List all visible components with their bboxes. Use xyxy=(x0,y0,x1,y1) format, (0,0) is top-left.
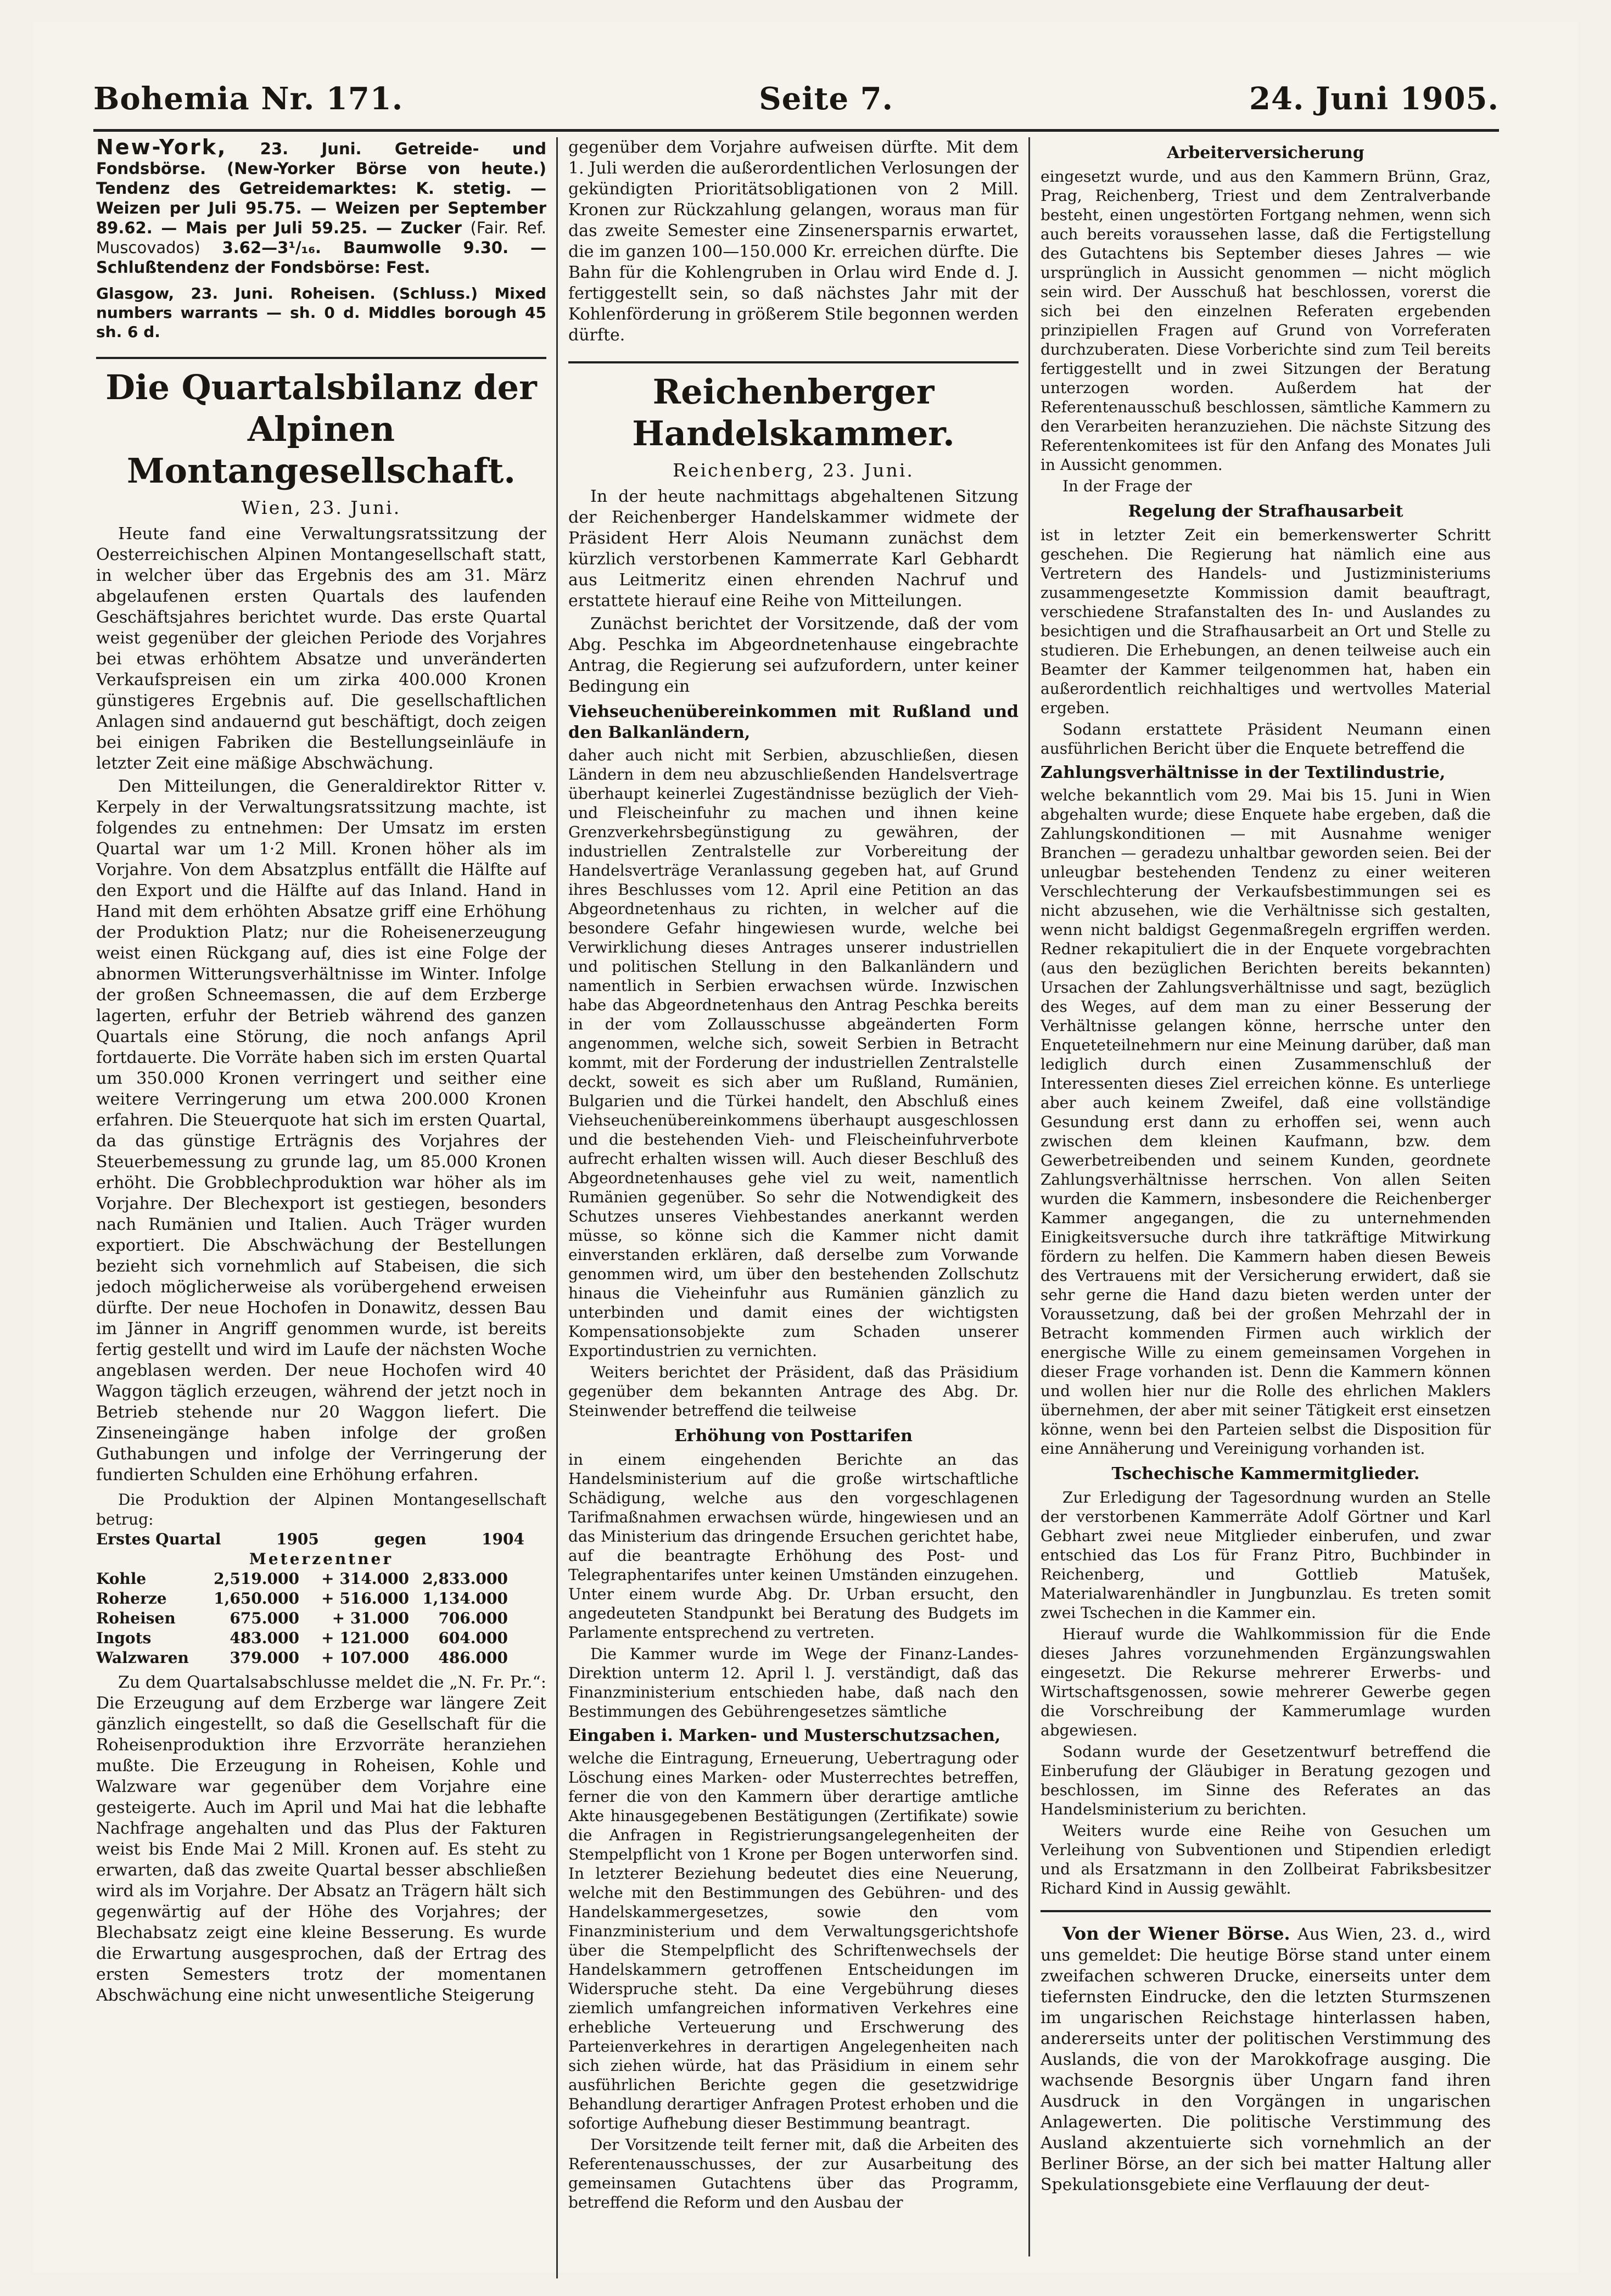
table-row xyxy=(96,1609,546,1628)
article-paragraph: Zu dem Quartalsabschlusse meldet die „N. Fr. Pr.“: Die Erzeugung auf dem Erzberge war längere Zeit gänzlich eingestellt, so daß die Gesellschaft für die Roheisenproduktion ihre Erzvorräte heranziehen mußte. Die Erzeugung in Roheisen, Kohle und Walzware war gegenüber dem Vorjahre eine gesteigerte. Auch im April und Mai hat die lebhafte Nachfrage angehalten und das Plus der Fakturen weist bis Ende Mai 2 Mill. Kronen auf. Es steht zu erwarten, daß das zweite Quartal besser abschließen wird als im Vorjahre. Der Absatz an Trägern hält sich gegenwärtig auf der Höhe des Vorjahres; der Blechabsatz zeigt eine kleine Besserung. Es wurde die Erwartung ausgesprochen, daß der Ertrag des ersten Semesters trotz der momentanen Abschwächung eine nicht unwesentliche Steigerung xyxy=(96,1673,546,2005)
page-number: Seite 7. xyxy=(759,81,894,117)
article-paragraph: in einem eingehenden Berichte an das Handelsministerium auf die große wirtschaftliche Schädigung, welche aus den vorgeschlagenen Tarifmaßnahmen erwachsen würde, hingewiesen und an das Ministerium das dringende Ersuchen gerichtet habe, auf die beantragte Erhöhung des Post- und Telegraphentarifes unter keinen Umständen einzugehen. Unter einem wurde Abg. Dr. Urban ersucht, den angedeuteten Standpunkt bei Beratung des Budgets im Parlamente entsprechend zu vertreten. xyxy=(568,1451,1019,1642)
section-subheading: Viehseuchenübereinkommen mit Rußland und den Balkanländern, xyxy=(568,702,1019,742)
article-paragraph: Sodann erstattete Präsident Neumann einen ausführlichen Bericht über die Enquete betreffend die xyxy=(1041,720,1491,758)
table-cell: 483.000 xyxy=(230,1629,299,1647)
column-divider xyxy=(556,137,558,2278)
table-cell: Roheisen xyxy=(96,1609,176,1627)
section-subheading: Arbeiterversicherung xyxy=(1167,143,1364,163)
table-row xyxy=(96,1648,546,1668)
column-1 xyxy=(96,137,546,2278)
table-header-cell: 1905 xyxy=(276,1530,319,1548)
column-divider xyxy=(1028,137,1030,2256)
table-cell: 604.000 xyxy=(438,1629,508,1647)
market-text: 23. Juni. Getreide- und Fondsbörse. (New-Yorker Börse von heute.) Tendenz des Getreidemarktes: K. stetig. — Weizen per Juli 95.75. — Weizen per September 89.62. — Mais per Juli 59.25. — Zucker xyxy=(96,139,546,237)
article-paragraph: daher auch nicht mit Serbien, abzuschließen, diesen Ländern in dem neu abzuschließenden Handelsvertrage überhaupt keinerlei Zugeständnisse bezüglich der Vieh- und Fleischeinfuhr zu machen und ihnen keine Grenzverkehrsbegünstigung zu gewähren, der industriellen Zentralstelle zur Vorbereitung der Handelsverträge Veranlassung gegeben hat, auf Grund ihres Beschlusses vom 12. April eine Petition an das Abgeordnetenhaus zu richten, in welcher auf die besondere Gefahr hingewiesen wurde, welche bei Verwirklichung dieses Antrages unserer industriellen und politischen Stellung in den Balkanländern und namentlich in Serbien erwachsen würde. Inzwischen habe das Abgeordnetenhaus den Antrag Peschka bereits in der vom Zollausschusse abgeänderten Form angenommen, welche sich, soweit Serbien in Betracht kommt, mit der Forderung der industriellen Zentralstelle deckt, soweit es sich aber um Rußland, Rumänien, Bulgarien und die Türkei handelt, den Abschluß eines Viehseuchenübereinkommens überhaupt ausgeschlossen und die bestehenden Vieh- und Fleischeinfuhrverbote aufrecht erhalten wissen will. Auch dieser Beschluß des Abgeordnetenhauses gehe viel zu weit, namentlich Rumänien gegenüber. So sehr die Notwendigkeit des Schutzes unseres Viehbestandes anerkannt werden müsse, so könne sich die Kammer nicht damit einverstanden erklären, daß derselbe zum Vorwande genommen wird, um über den bestehenden Zollschutz hinaus die Vieheinfuhr aus Rumänien gänzlich zu unterbinden und damit eines der wichtigsten Kompensationsobjekte zum Schaden unserer Exportindustrien zu vernichten. xyxy=(568,746,1019,1360)
article-paragraph: Heute fand eine Verwaltungsratssitzung der Oesterreichischen Alpinen Montangesellschaft statt, in welcher über das Ergebnis des am 31. März abgelaufenen ersten Quartals des laufenden Geschäftsjahres berichtet wurde. Das erste Quartal weist gegenüber der gleichen Periode des Vorjahres bei etwas erhöhtem Absatze und unveränderten Verkaufspreisen ein um zirka 400.000 Kronen günstigeres Ergebnis auf. Die gesellschaftlichen Anlagen sind andauernd gut beschäftigt, doch zeigen bei einigen Fabriken die Bestellungseinläufe in letzter Zeit eine mäßige Abschwächung. xyxy=(96,524,546,773)
article-paragraph: Weiters wurde eine Reihe von Gesuchen um Verleihung von Subventionen und Stipendien erledigt und als Ersatzmann in den Zollbeirat Fabriksbesitzer Richard Kind in Aussig gewählt. xyxy=(1041,1822,1491,1897)
table-row xyxy=(96,1589,546,1609)
table-cell: Roherze xyxy=(96,1589,167,1608)
table-cell: 2,833.000 xyxy=(422,1570,508,1588)
table-cell: 379.000 xyxy=(230,1649,299,1667)
table-header-cell: gegen xyxy=(374,1530,427,1548)
table-header-cell: 1904 xyxy=(482,1530,524,1548)
article-paragraph: Die Kammer wurde im Wege der Finanz-Landes-Direktion unterm 12. April l. J. verständigt, daß das Finanzministerium entschieden habe, daß nach den Bestimmungen des Gebührengesetzes sämtliche xyxy=(568,1645,1019,1721)
article-paragraph: gegenüber dem Vorjahre aufweisen dürfte. Mit dem 1. Juli werden die außerordentlichen Verlosungen der gekündigten Prioritätsobligationen von 2 Mill. Kronen zur Rückzahlung gelangen, woraus man für das zweite Semester eine Zinsenersparnis erwartet, die im ganzen 100—150.000 Kr. erreichen dürfte. Die Bahn für die Kohlengruben in Orlau wird Ende d. J. fertiggestellt sein, so daß nächstes Jahr mit der Kohlenförderung in größerem Stile begonnen werden dürfte. xyxy=(568,138,1019,345)
article-paragraph: Zur Erledigung der Tagesordnung wurden an Stelle der verstorbenen Kammerräte Adolf Görtner und Karl Gebhart zwei neue Mitglieder einberufen, und zwar entschied das Los für Franz Pitro, Buchbinder in Reichenberg, und Gottlieb Matušek, Materialwarenhändler in Jungbunzlau. Es treten somit zwei Tschechen in die Kammer ein. xyxy=(1041,1488,1491,1622)
production-table xyxy=(96,1490,546,1668)
market-text: 3.62—3¹/₁₆. Baumwolle 9.30. — Schlußtendenz der Fondsbörse: Fest. xyxy=(96,238,546,277)
article-headline: Die Quartalsbilanz der Alpinen Montangesellschaft. xyxy=(96,357,546,492)
article-text: Aus Wien, 23. d., wird uns gemeldet: Die heutige Börse stand unter einem zweifachen schweren Drucke, einerseits unter dem tiefernsten Eindrucke, den die letzten Sturmszenen im ungarischen Reichstage hinterlassen haben, andererseits unter der politischen Verstimmung des Auslands, die von der Marokkofrage ausging. Die wachsende Besorgnis über Ungarn fand ihren Ausdruck in den Vorgängen in ungarischen Anlagewerten. Die politische Verstimmung des Ausland akzentuierte sich vornehmlich an der Berliner Börse, an der sich bei matter Haltung aller Spekulationsgebiete eine Verflauung der deut- xyxy=(1041,1925,1491,2194)
paper-issue: Bohemia Nr. 171. xyxy=(93,81,404,117)
article-paragraph: Den Mitteilungen, die Generaldirektor Ritter v. Kerpely in der Verwaltungsratssitzung machte, ist folgendes zu entnehmen: Der Umsatz im ersten Quartal war um 1·2 Mill. Kronen höher als im Vorjahre. Von dem Absatzplus entfällt die Hälfte auf den Export und die Hälfte auf das Inland. Hand in Hand mit dem erhöhten Absatze griff eine Erhöhung der Produktion Platz; nur die Roheisenerzeugung weist einen Rückgang auf, dies ist eine Folge der abnormen Witterungsverhältnisse im Winter. Infolge der großen Schneemassen, die auf dem Erzberge lagerten, erfuhr der Betrieb während des ganzen Quartals eine Störung, die noch anfangs April fortdauerte. Die Vorräte haben sich im ersten Quartal um 350.000 Kronen verringert und seither eine weitere Verringerung um etwa 200.000 Kronen erfahren. Die Steuerquote hat sich im ersten Quartal, da das günstige Erträgnis des Vorjahres der Steuerbemessung zu grunde lag, um 85.000 Kronen erhöht. Die Grobblechproduktion war höher als im Vorjahre. Der Blechexport ist gestiegen, besonders nach Rumänien und Italien. Auch Träger wurden exportiert. Die Abschwächung der Bestellungen bezieht sich vornehmlich auf Stabeisen, die sich jedoch möglicherweise als vorübergehend erweisen dürfte. Der neue Hochofen in Donawitz, dessen Bau im Jänner in Angriff genommen wurde, ist bereits fertig gestellt und wird im Laufe der nächsten Woche angeblasen werden. Der neue Hochofen wird 40 Waggon täglich erzeugen, während der jetzt noch in Betrieb stehende nur 20 Waggon liefert. Die Zinseneingänge haben infolge der großen Guthabungen und infolge der Verringerung der fundierten Schulden eine Erhöhung erfahren. xyxy=(96,777,546,1485)
table-cell: 1,650.000 xyxy=(214,1589,299,1608)
article-headline: Reichenberger Handelskammer. xyxy=(568,361,1019,455)
table-cell: 1,134.000 xyxy=(422,1589,508,1608)
table-cell: Ingots xyxy=(96,1629,152,1647)
market-note: (Fair. Ref. Muscovados) xyxy=(96,219,546,257)
column-3 xyxy=(1041,137,1491,2256)
article-paragraph: Der Vorsitzende teilt ferner mit, daß die Arbeiten des Referentenausschusses, der zur Ausarbeitung des gemeinsamen Gutachtens über das Programm, betreffend die Reform und den Ausbau der xyxy=(568,2136,1019,2211)
table-cell: + 516.000 xyxy=(321,1589,409,1608)
market-report-glasgow: Glasgow, 23. Juni. Roheisen. (Schluss.) Mixed numbers warrants — sh. 0 d. Middles borough 45 sh. 6 d. xyxy=(96,284,546,341)
section-subheading: Erhöhung von Posttarifen xyxy=(674,1426,913,1446)
market-report-newyork xyxy=(96,137,546,277)
article-paragraph: Hierauf wurde die Wahlkommission für die Ende dieses Jahres vorzunehmenden Ergänzungswahlen eingesetzt. Die Rekurse mehrerer Erwerbs- und Wirtschaftsgenossen, sowie mehrerer Gewerbe gegen die Vorschreibung der Kammerumlage wurden abgewiesen. xyxy=(1041,1625,1491,1739)
section-subheading: Zahlungsverhältnisse in der Textilindustrie, xyxy=(1041,763,1446,782)
table-cell: 486.000 xyxy=(438,1649,508,1667)
section-subheading: Eingaben i. Marken- und Musterschutzsachen, xyxy=(568,1726,1001,1745)
table-cell: 675.000 xyxy=(230,1609,299,1627)
article-paragraph: Sodann wurde der Gesetzentwurf betreffend die Einberufung der Gläubiger in Beratung gezogen und beschlossen, im Sinne des Referates an das Handelsministerium zu berichten. xyxy=(1041,1743,1491,1818)
table-header-cell: Erstes Quartal xyxy=(96,1530,221,1548)
table-unit: Meterzentner xyxy=(249,1550,394,1568)
table-cell: + 121.000 xyxy=(321,1629,409,1647)
table-cell: + 314.000 xyxy=(321,1570,409,1588)
table-cell: Walzwaren xyxy=(96,1649,189,1667)
article-paragraph: welche bekanntlich vom 29. Mai bis 15. Juni in Wien abgehalten wurde; diese Enquete habe ergeben, daß die Zahlungskonditionen — mit Ausnahme weniger Branchen — geradezu unhaltbar geworden seien. Bei der unleugbar bestehenden Tendenz zu einer weiteren Verschlechterung der Verkaufsbestimmungen sei es nicht abzusehen, wie die Verhältnisse sich gestalten, wenn nicht baldigst Gegenmaßregeln ergriffen werden. Redner rekapituliert die in der Enquete vorgebrachten (aus den bezüglichen Berichten bereits bekannten) Ursachen der Zahlungsverhältnisse und sagt, bezüglich des Weges, auf dem man zu einer Besserung der Verhältnisse gelangen könne, herrsche unter den Enqueteteilnehmern nur eine Meinung darüber, daß man lediglich durch einen Zusammenschluß der Interessenten dieses Ziel erreichen könne. Es unterliege aber auch keinem Zweifel, daß eine vollständige Gesundung erst dann zu erhoffen sei, wenn auch zwischen dem kleinen Kaufmann, bzw. dem Gewerbetreibenden und seinem Kunden, geordnete Zahlungsverhältnisse herrschen. Von allen Seiten wurden die Kammern, insbesondere die Reichenberger Kammer angegangen, die zu unternehmenden Einigkeitsversuche durch ihre tatkräftige Mitwirkung fördern zu helfen. Die Kammern haben diesen Beweis des Vertrauens mit der Versicherung erwidert, daß sie sehr gerne die Hand dazu bieten werden unter der Voraussetzung, daß bei der großen Mehrzahl der in Betracht kommenden Firmen auch wirklich der energische Wille zu einem gemeinsamen Vorgehen in dieser Frage vorhanden ist. Denn die Kammern können und wollen hier nur die Rolle des ehrlichen Maklers übernehmen, der aber mit seiner Tätigkeit erst einsetzen könne, wenn bei den Parteien selbst die Disposition für eine Annäherung und Vereinigung vorhanden ist. xyxy=(1041,786,1491,1458)
section-rule xyxy=(1041,1910,1491,1912)
table-cell: + 31.000 xyxy=(332,1609,409,1627)
section-subheading: Regelung der Strafhausarbeit xyxy=(1128,502,1403,521)
table-cell: Kohle xyxy=(96,1570,147,1588)
page-header xyxy=(93,69,1499,132)
column-2 xyxy=(568,137,1019,2262)
issue-date: 24. Juni 1905. xyxy=(1249,81,1499,117)
table-row xyxy=(96,1569,546,1589)
market-city: New-York, xyxy=(96,137,227,159)
article-paragraph: eingesetzt wurde, und aus den Kammern Brünn, Graz, Prag, Reichenberg, Triest und dem Zentralverbande besteht, einen ungestörten Fortgang nehmen, wenn sich auch bereits voraussehen lasse, daß die Fertigstellung des Gutachtens bis September dieses Jahres — wie ursprünglich in Aussicht genommen — nicht möglich sein wird. Der Ausschuß hat beschlossen, vorerst die sich bei den einzelnen Referaten ergebenden prinzipiellen Fragen auf Grund von Vorreferaten durchzuberaten. Diese Vorberichte sind zum Teil bereits fertiggestellt und in zwei Sitzungen der Beratung unterzogen worden. Außerdem hat der Referentenausschuß beschlossen, sämtliche Kammern zu den Verarbeiten heranzuziehen. Die nächste Sitzung des Referentenkomitees ist für den Anfang des Monates Juli in Aussicht genommen. xyxy=(1041,167,1491,474)
article-paragraph: In der Frage der xyxy=(1062,477,1192,495)
article-paragraph: ist in letzter Zeit ein bemerkenswerter Schritt geschehen. Die Regierung hat nämlich eine aus Vertretern des Handels- und Justizministeriums zusammengesetzte Kommission damit beauftragt, verschiedene Strafanstalten des In- und Auslandes zu besichtigen und die Strafhausarbeit an Ort und Stelle zu studieren. Die Erhebungen, an denen teilweise auch ein Beamter der Kammer teilgenommen hat, haben ein außerordentlich reichhaltiges und wertvolles Material ergeben. xyxy=(1041,526,1491,717)
table-cell: + 107.000 xyxy=(321,1649,409,1667)
table-cell: 706.000 xyxy=(438,1609,508,1627)
table-row xyxy=(96,1628,546,1648)
article-paragraph: welche die Eintragung, Erneuerung, Uebertragung oder Löschung eines Marken- oder Musterrechtes betreffen, ferner die von den Kammern über derartige amtliche Akte hinausgegebenen Bestätigungen (Zertifikate) sowie die Anfragen in Registrierungsangelegenheiten der Stempelpflicht von 1 Krone per Bogen unterworfen sind. In letzterer Beziehung bedeutet dies eine Neuerung, welche mit den Bestimmungen des Gebühren- und des Handelskammergesetzes, sowie den vom Finanzministerium und dem Verwaltungsgerichtshofe über die Stempelpflicht des Schriftenwechsels der Handelskammern getroffenen Entscheidungen im Widerspruche steht. Da eine Vergebührung dieses ziemlich umfangreichen informativen Verkehres eine erhebliche Verteuerung und Erschwerung des Parteienverkehres in derartigen Angelegenheiten nach sich ziehen würde, hat das Präsidium in einem sehr ausführlichen Berichte gegen die gesetzwidrige Behandlung derartiger Anfragen Protest erhoben und die sofortige Aufhebung dieser Bestimmung beantragt. xyxy=(568,1749,1019,2132)
article-dateline: Wien, 23. Juni. xyxy=(241,497,401,518)
table-cell: 2,519.000 xyxy=(214,1570,299,1588)
article-paragraph: In der heute nachmittags abgehaltenen Sitzung der Reichenberger Handelskammer widmete der Präsident Herr Alois Neumann zunächst dem kürzlich verstorbenen Kammerrate Karl Gebhardt aus Leitmeritz einen ehrenden Nachruf und erstattete hierauf eine Reihe von Mitteilungen. xyxy=(568,487,1019,611)
section-subheading: Tschechische Kammermitglieder. xyxy=(1111,1464,1420,1483)
article-paragraph: Zunächst berichtet der Vorsitzende, daß der vom Abg. Peschka im Abgeordnetenhause eingebrachte Antrag, die Regierung sei aufzufordern, unter keiner Bedingung ein xyxy=(568,614,1019,696)
article-paragraph xyxy=(1041,1923,1491,2196)
article-headline: Von der Wiener Börse. xyxy=(1062,1923,1290,1944)
table-header xyxy=(96,1530,546,1549)
table-title: Die Produktion der Alpinen Montangesellschaft betrug: xyxy=(96,1491,546,1528)
article-dateline: Reichenberg, 23. Juni. xyxy=(673,460,914,481)
article-paragraph: Weiters berichtet der Präsident, daß das Präsidium gegenüber dem bekannten Antrage des Abg. Dr. Steinwender betreffend die teilweise xyxy=(568,1363,1019,1420)
